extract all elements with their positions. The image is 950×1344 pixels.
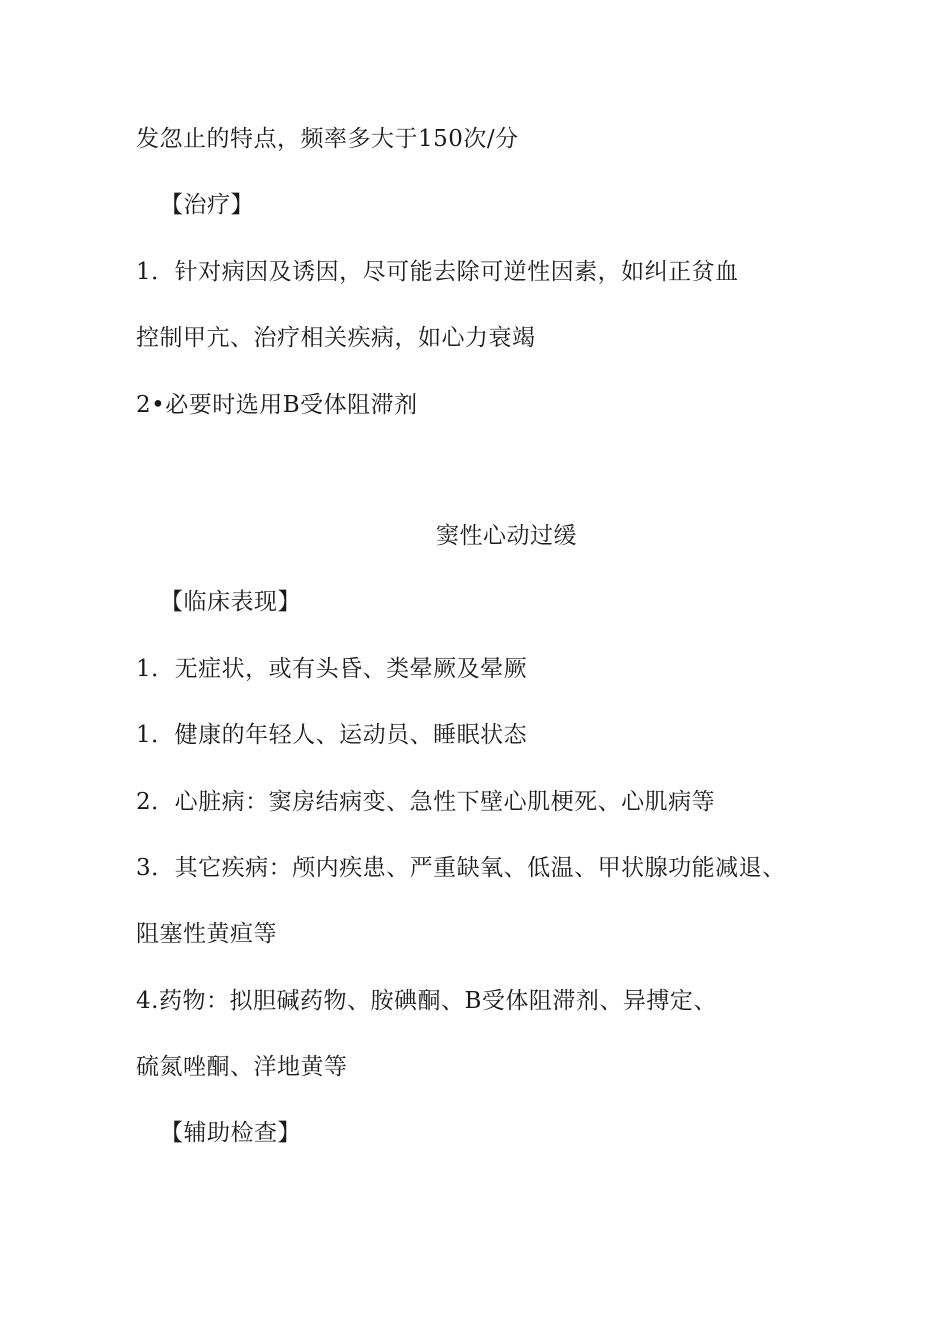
clinical-item-3: 2．心脏病：窦房结病变、急性下壁心肌梗死、心肌病等 bbox=[136, 789, 716, 815]
clinical-item-5-continued: 硫氮唑酮、洋地黄等 bbox=[136, 1054, 348, 1080]
treatment-item-2: 2•必要时选用B受体阻滞剂 bbox=[136, 392, 418, 418]
heading-treatment: 【治疗】 bbox=[160, 192, 254, 218]
treatment-item-1-continued: 控制甲亢、治疗相关疾病，如心力衰竭 bbox=[136, 325, 536, 351]
clinical-item-5: 4.药物：拟胆碱药物、胺碘酮、B受体阻滞剂、异搏定、 bbox=[136, 988, 717, 1014]
section-title-sinus-bradycardia: 窦性心动过缓 bbox=[436, 523, 577, 549]
clinical-item-1: 1．无症状，或有头昏、类晕厥及晕厥 bbox=[136, 656, 528, 682]
clinical-item-2: 1．健康的年轻人、运动员、睡眠状态 bbox=[136, 722, 528, 748]
treatment-item-1: 1．针对病因及诱因，尽可能去除可逆性因素，如纠正贫血 bbox=[136, 259, 739, 285]
heading-auxiliary-examination: 【辅助检查】 bbox=[160, 1120, 301, 1146]
heading-clinical-manifestation: 【临床表现】 bbox=[160, 589, 301, 615]
clinical-item-4-continued: 阻塞性黄疸等 bbox=[136, 921, 277, 947]
clinical-item-4: 3．其它疾病：颅内疾患、严重缺氧、低温、甲状腺功能减退、 bbox=[136, 855, 786, 881]
text-line-frequency: 发忽止的特点，频率多大于150次/分 bbox=[136, 126, 519, 152]
